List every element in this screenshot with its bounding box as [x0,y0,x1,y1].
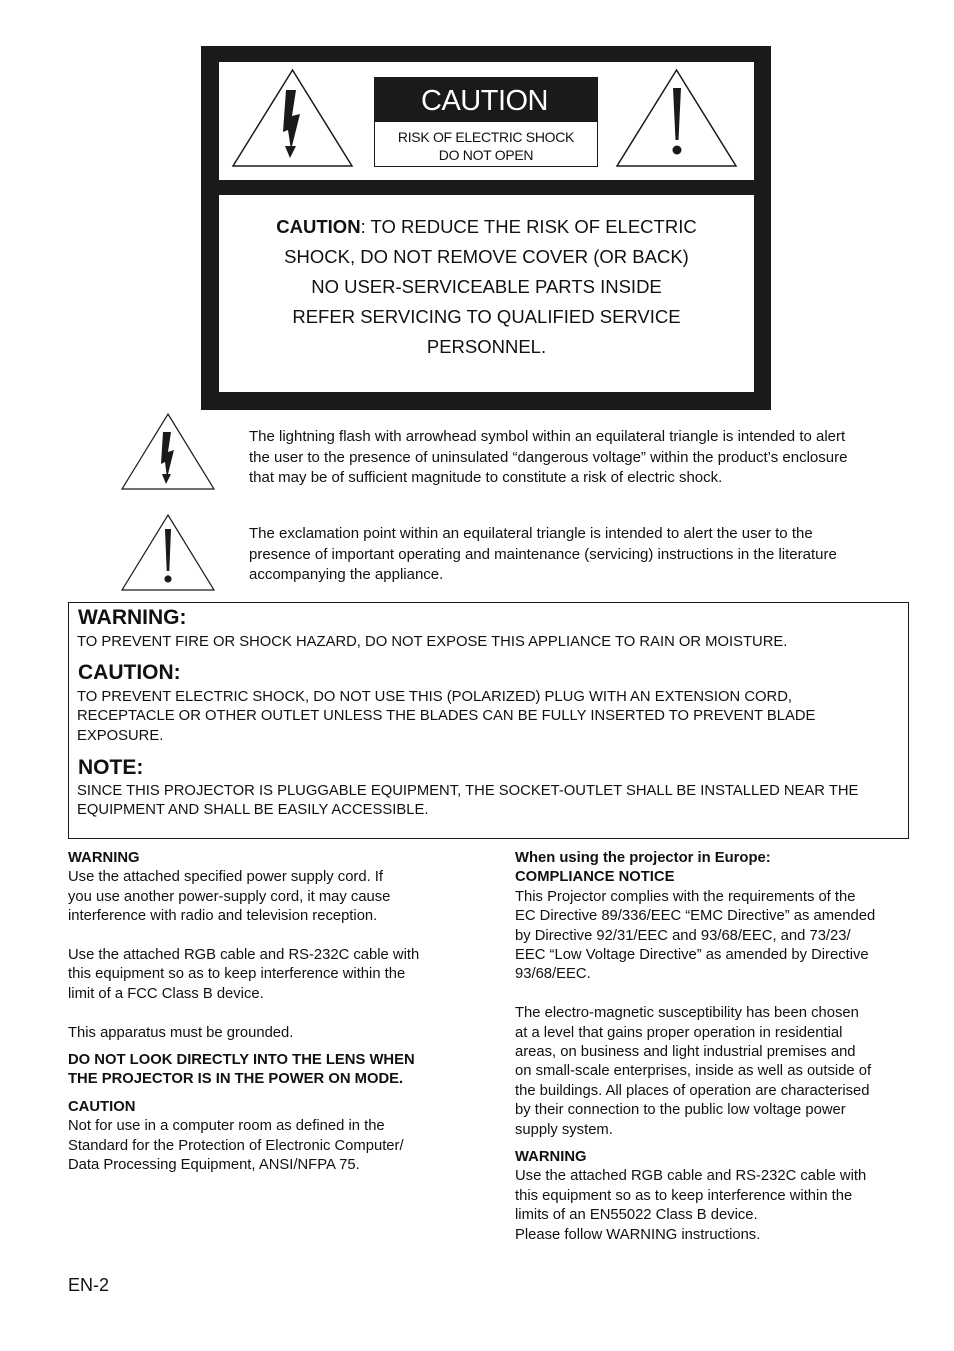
text-line: Not for use in a computer room as defined in the [68,1118,385,1135]
text-line: this equipment so as to keep interference within the [515,1187,853,1204]
text-line: limits of an EN55022 Class B device. [515,1207,758,1224]
lens-warning-line: DO NOT LOOK DIRECTLY INTO THE LENS WHEN [68,1052,415,1069]
lightning-triangle-icon [120,412,216,492]
caution-label-title: CAUTION [375,78,597,122]
left-column [68,849,468,1175]
exclamation-symbol-description [249,524,837,586]
caution-main-line: SHOCK, DO NOT REMOVE COVER (OR BACK) [284,246,689,267]
left-warning-heading: WARNING [68,850,140,866]
left-caution-heading: CAUTION [68,1098,136,1115]
note-text [77,782,858,821]
caution-label-sub-line: DO NOT OPEN [438,147,534,163]
caution-heading: CAUTION: [78,661,181,684]
text-line: the user to the presence of uninsulated “dangerous voltage” within the product’s enclosure [249,448,848,466]
text-line: accompanying the appliance. [249,566,444,583]
text-line: Use the attached specified power supply cord. If [68,869,384,886]
text-line: EC Directive 89/336/EEC “EMC Directive” as amended [515,908,876,925]
text-line: limit of a FCC Class B device. [68,985,264,1002]
text-line: The lightning flash with arrowhead symbol within an equilateral triangle is intended to alert [249,428,846,445]
text-line: presence of important operating and maintenance (servicing) instructions in the literature [249,545,837,563]
text-line: areas, on business and light industrial premises and [515,1044,856,1061]
text-line: Use the attached RGB cable and RS-232C cable with [515,1168,867,1185]
text-line: Standard for the Protection of Electronic Computer/ [68,1137,404,1154]
text-line: The exclamation point within an equilateral triangle is intended to alert the user to the [249,525,813,542]
text-line: EXPOSURE. [77,727,164,744]
page-number: EN-2 [68,1275,110,1295]
note-heading: NOTE: [78,756,144,779]
text-line: this equipment so as to keep interference within the [68,966,406,983]
compliance-heading: COMPLIANCE NOTICE [515,869,675,886]
text-line: Use the attached RGB cable and RS-232C cable with [68,947,420,964]
lightning-symbol-description [249,427,847,489]
lens-warning-line: THE PROJECTOR IS IN THE POWER ON MODE. [68,1071,404,1088]
warning-text [77,633,787,652]
exclamation-triangle-icon [120,513,216,593]
text-line: that may be of sufficient magnitude to constitute a risk of electric shock. [249,469,723,486]
caution-label-sub-line: RISK OF ELECTRIC SHOCK [397,129,575,145]
text-line: TO PREVENT FIRE OR SHOCK HAZARD, DO NOT EXPOSE THIS APPLIANCE TO RAIN OR MOISTURE. [77,634,788,650]
caution-main-lead: CAUTION [276,216,361,237]
caution-main-text [219,212,754,362]
text-line: EEC “Low Voltage Directive” as amended by Directive [515,947,869,964]
caution-main-line: NO USER-SERVICEABLE PARTS INSIDE [311,276,662,297]
text-line: This Projector complies with the requirements of the [515,888,856,905]
right-warning-heading: WARNING [515,1149,587,1166]
caution-text [77,688,815,746]
text-line: the buildings. All places of operation are characterised [515,1082,870,1099]
text-line: 93/68/EEC. [515,966,591,983]
caution-main-line: PERSONNEL. [426,336,547,357]
text-line: TO PREVENT ELECTRIC SHOCK, DO NOT USE THIS (POLARIZED) PLUG WITH AN EXTENSION CORD, [77,689,793,705]
warning-heading: WARNING: [78,606,187,629]
text-line: SINCE THIS PROJECTOR IS PLUGGABLE EQUIPMENT, THE SOCKET-OUTLET SHALL BE INSTALLED NEAR THE [77,783,859,799]
text-line: supply system. [515,1121,613,1138]
caution-label-subtitle [375,122,597,164]
text-line: you use another power-supply cord, it may cause [68,888,391,905]
text-line: Data Processing Equipment, ANSI/NFPA 75. [68,1157,360,1174]
text-line: The electro-magnetic susceptibility has been chosen [515,1005,859,1022]
right-column [515,849,935,1245]
text-line: by Directive 92/31/EEC and 93/68/EEC, and 73/23/ [515,927,851,944]
lightning-triangle-icon [230,68,355,168]
caution-main-line: REFER SERVICING TO QUALIFIED SERVICE [292,306,681,327]
caution-label [374,77,598,167]
text-line: RECEPTACLE OR OTHER OUTLET UNLESS THE BLADES CAN BE FULLY INSERTED TO PREVENT BLADE [77,708,816,725]
text-line: Please follow WARNING instructions. [515,1226,761,1243]
text-line: This apparatus must be grounded. [68,1024,294,1041]
text-line: at a level that gains proper operation in residential [515,1024,843,1041]
exclamation-triangle-icon [614,68,739,168]
text-line: by their connection to the public low voltage power [515,1102,846,1119]
text-line: on small-scale enterprises, inside as well as outside of [515,1063,872,1080]
text-line: EQUIPMENT AND SHALL BE EASILY ACCESSIBLE. [77,802,429,819]
caution-main-line: : TO REDUCE THE RISK OF ELECTRIC [360,216,697,237]
europe-heading: When using the projector in Europe: [515,850,771,866]
text-line: interference with radio and television reception. [68,908,378,925]
